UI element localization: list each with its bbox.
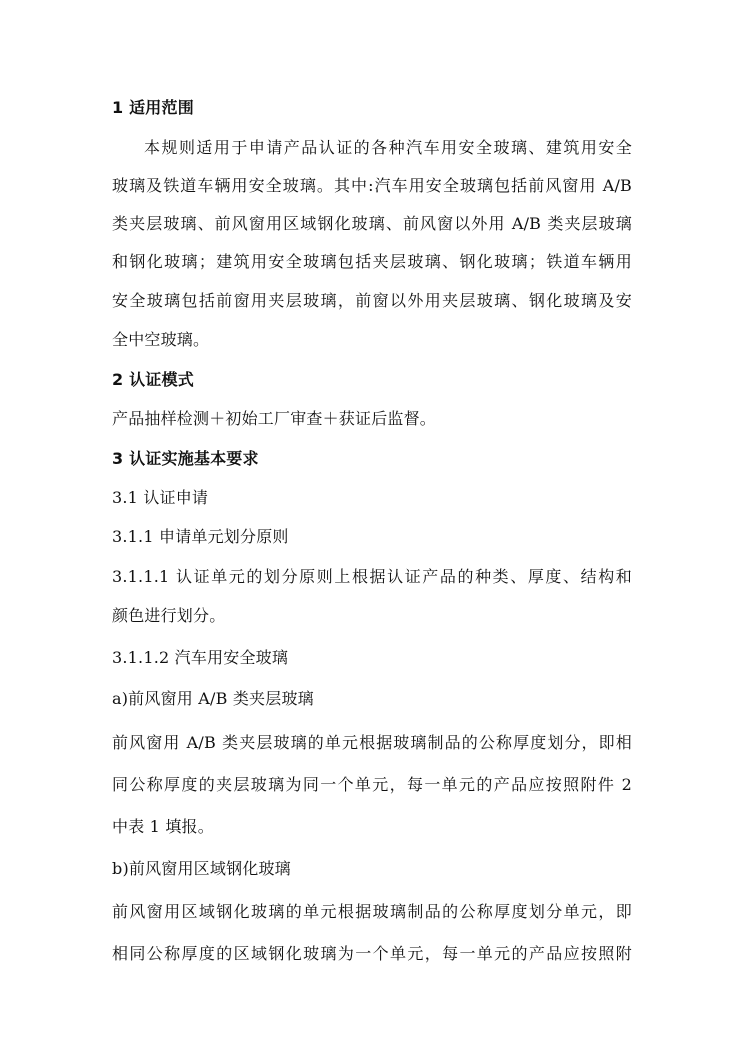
section-1-heading: 1 适用范围 [112,98,194,117]
section-1-line-1: 本规则适用于申请产品认证的各种汽车用安全玻璃、建筑用安全 [144,138,632,157]
section-3-1-1-2-title: 3.1.1.2 汽车用安全玻璃 [112,648,289,667]
section-1-line-5: 安全玻璃包括前窗用夹层玻璃，前窗以外用夹层玻璃、钢化玻璃及安 [112,291,632,310]
section-2-text: 产品抽样检测＋初始工厂审查＋获证后监督。 [112,409,437,428]
item-b-line-2: 相同公称厚度的区域钢化玻璃为一个单元，每一单元的产品应按照附 [112,944,632,963]
section-1-line-4: 和钢化玻璃；建筑用安全玻璃包括夹层玻璃、钢化玻璃；铁道车辆用 [112,252,632,271]
section-1-line-2: 玻璃及铁道车辆用安全玻璃。其中:汽车用安全玻璃包括前风窗用 A/B [112,176,632,195]
item-a-line-3: 中表 1 填报。 [112,817,214,836]
item-a-line-1: 前风窗用 A/B 类夹层玻璃的单元根据玻璃制品的公称厚度划分，即相 [112,733,632,752]
item-b-title: b)前风窗用区域钢化玻璃 [112,859,291,878]
section-3-1-title: 3.1 认证申请 [112,488,209,507]
section-3-1-1-title: 3.1.1 申请单元划分原则 [112,527,289,546]
section-3-heading: 3 认证实施基本要求 [112,449,259,468]
item-b-line-1: 前风窗用区域钢化玻璃的单元根据玻璃制品的公称厚度划分单元，即 [112,902,632,921]
section-1-line-6: 全中空玻璃。 [112,330,210,349]
section-1-line-3: 类夹层玻璃、前风窗用区域钢化玻璃、前风窗以外用 A/B 类夹层玻璃 [112,214,632,233]
section-3-1-1-1-line-1: 3.1.1.1 认证单元的划分原则上根据认证产品的种类、厚度、结构和 [112,567,632,586]
item-a-title: a)前风窗用 A/B 类夹层玻璃 [112,689,314,708]
item-a-line-2: 同公称厚度的夹层玻璃为同一个单元，每一单元的产品应按照附件 2 [112,775,632,794]
section-3-1-1-1-line-2: 颜色进行划分。 [112,606,226,625]
section-2-heading: 2 认证模式 [112,370,194,389]
